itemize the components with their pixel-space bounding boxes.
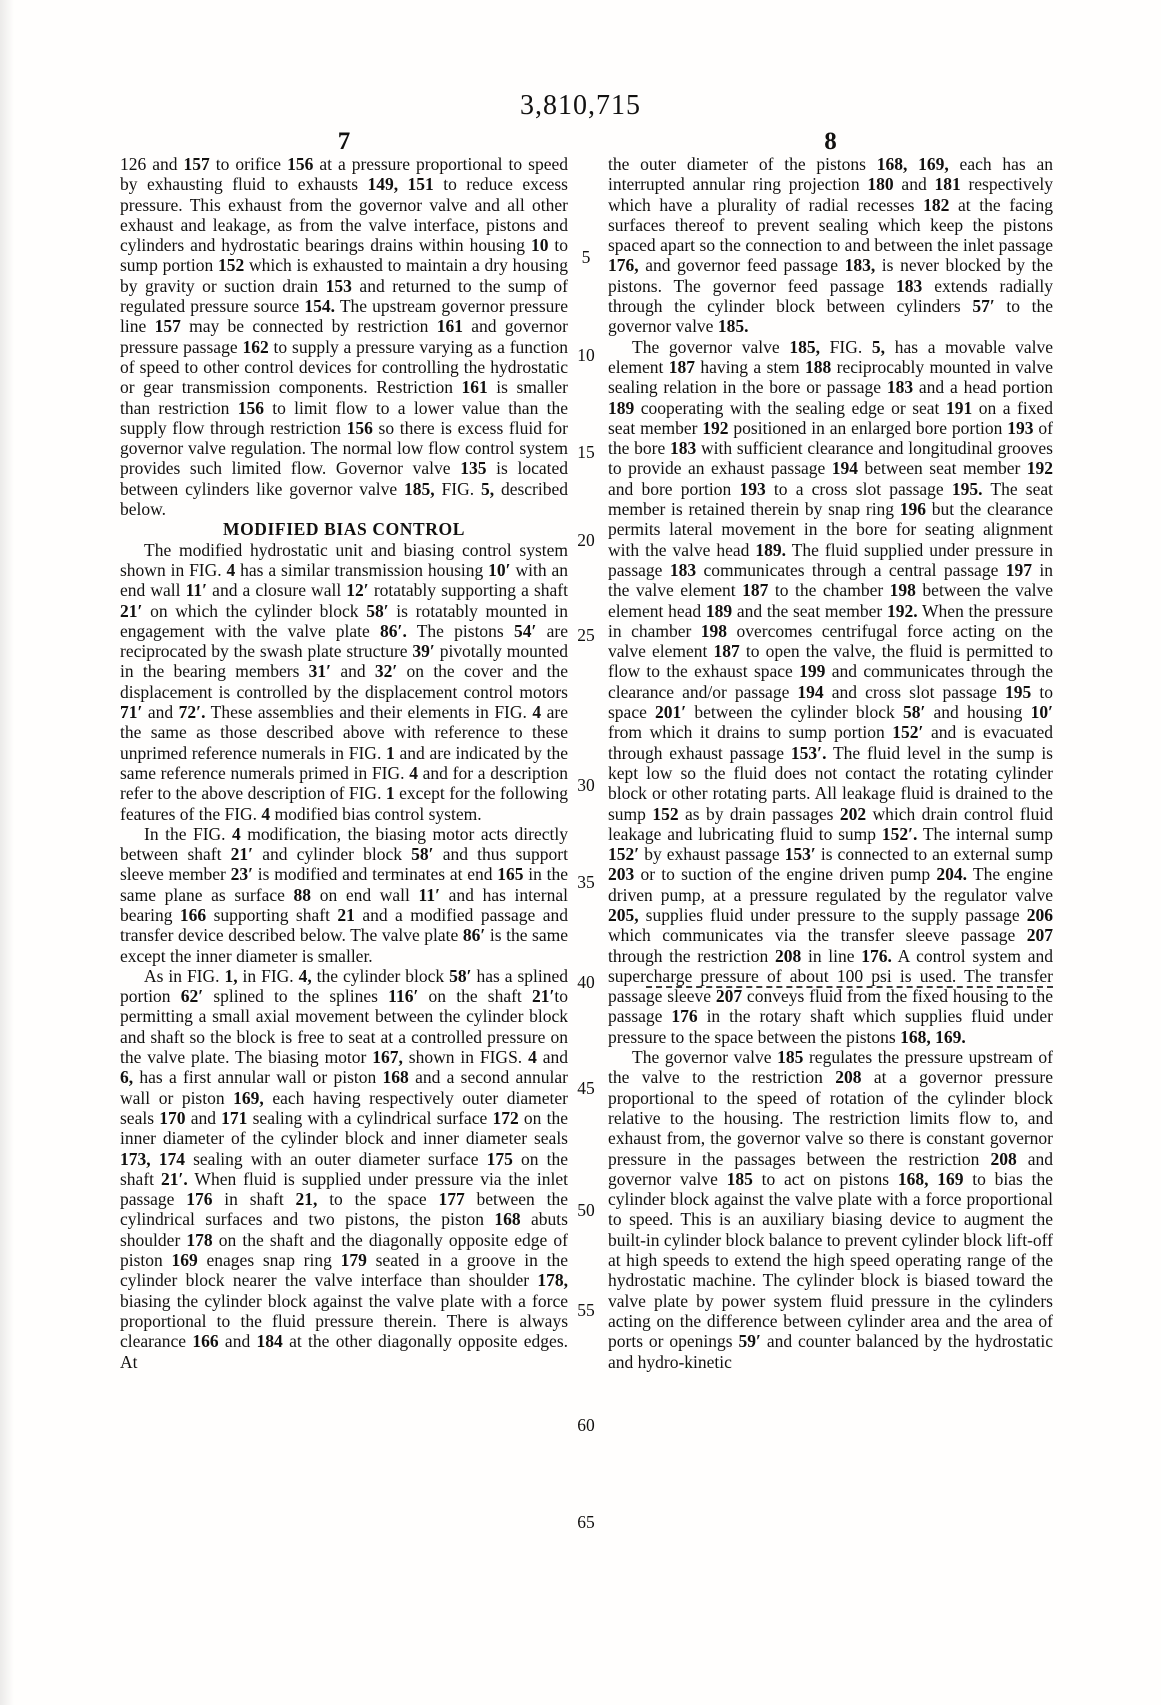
reference-numeral: 169, — [233, 1087, 264, 1108]
column-number-left: 7 — [337, 128, 351, 155]
reference-numeral: 198 — [700, 620, 728, 641]
reference-numeral: 177 — [438, 1189, 465, 1210]
reference-numeral: 4 — [409, 762, 418, 783]
reference-numeral: 175 — [486, 1148, 513, 1169]
reference-numeral: 156 — [237, 397, 264, 418]
line-number-marker: 50 — [577, 1200, 595, 1220]
reference-numeral: 168 — [494, 1209, 521, 1230]
reference-numeral: 88 — [293, 884, 312, 905]
reference-numeral: 176. — [861, 945, 892, 966]
line-number-marker: 40 — [577, 972, 595, 992]
reference-numeral: 86′. — [380, 620, 407, 641]
reference-numeral: 39′ — [412, 641, 435, 662]
reference-numeral: 1, — [224, 965, 238, 986]
reference-numeral: 153′ — [784, 844, 816, 865]
paragraph: As in FIG. 1, in FIG. 4, the cylinder block 58′ has a splined portion 62′ splined to the splines 116′ on the shaft 21′to permitting a small axial movement between the cylinder block and shaft so the block is free to seat at a controlled pressure on the valve plate. The biasing motor 167, shown in FIGS. 4 and 6, has a first annular wall or piston 168 and a second annular wall or piston 169, each having respectively outer diameter seals 170 and 171 sealing with a cylindrical surface 172 on the inner diameter of the cylinder block and inner diameter seals 173, 174 sealing with an outer diameter surface 175 on the shaft 21′. When fluid is supplied under pressure via the inlet passage 176 in shaft 21, to the space 177 between the cylindrical surfaces and two pistons, the piston 168 abuts shoulder 178 on the shaft and the diagonally opposite edge of piston 169 enages snap ring 179 seated in a groove in the cylinder block nearer the valve interface than shoulder 178, biasing the cylinder block against the valve plate with a force proportional to the fluid pressure therein. There is always clearance 166 and 184 at the other diagonally opposite edges. At — [120, 965, 569, 1372]
reference-numeral: 208 — [835, 1067, 862, 1088]
reference-numeral: 168, 169 — [897, 1168, 964, 1189]
reference-numeral: 21′. — [160, 1168, 188, 1189]
reference-numeral: 208 — [774, 945, 802, 966]
reference-numeral: 179 — [340, 1250, 367, 1271]
reference-numeral: 168 — [382, 1067, 409, 1088]
reference-numeral: 193 — [1007, 417, 1034, 438]
reference-numeral: 183 — [669, 559, 697, 580]
reference-numeral: 208 — [990, 1148, 1017, 1169]
reference-numeral: 11′ — [418, 884, 441, 905]
reference-numeral: 202 — [839, 803, 867, 824]
reference-numeral: 171 — [221, 1107, 248, 1128]
reference-numeral: 189. — [755, 539, 787, 560]
reference-numeral: 183, — [844, 255, 876, 276]
reference-numeral: 178, — [537, 1270, 568, 1291]
reference-numeral: 201′ — [655, 702, 687, 723]
reference-numeral: 199 — [799, 661, 826, 682]
reference-numeral: 72′. — [178, 702, 206, 723]
reference-numeral: 185 — [777, 1047, 804, 1068]
reference-numeral: 205, — [608, 904, 639, 925]
reference-numeral: 21 — [337, 904, 355, 925]
reference-numeral: 189 — [608, 397, 635, 418]
line-number-marker: 25 — [577, 625, 595, 645]
reference-numeral: 196 — [899, 499, 927, 520]
reference-numeral: 173, 174 — [120, 1148, 185, 1169]
line-number-marker: 60 — [577, 1415, 595, 1435]
reference-numeral: 187 — [713, 641, 740, 662]
reference-numeral: 4 — [532, 702, 542, 723]
reference-numeral: 59′ — [738, 1331, 761, 1352]
reference-numeral: 192 — [702, 417, 729, 438]
reference-numeral: 152′. — [881, 823, 918, 844]
reference-numeral: 176 — [671, 1006, 698, 1027]
reference-numeral: 153′. — [790, 742, 827, 763]
reference-numeral: 54′ — [513, 620, 537, 641]
column-number-right: 8 — [824, 128, 837, 155]
reference-numeral: 21′ — [230, 844, 254, 865]
reference-numeral: 187 — [668, 356, 696, 377]
reference-numeral: 21′ — [120, 600, 143, 621]
line-number-marker: 5 — [581, 247, 591, 267]
line-number-marker: 15 — [577, 442, 595, 462]
reference-numeral: 197 — [1005, 559, 1032, 580]
reference-numeral: 12′ — [346, 580, 369, 601]
reference-numeral: 5, — [480, 478, 495, 499]
reference-numeral: 206 — [1026, 904, 1053, 925]
reference-numeral: 11′ — [185, 580, 208, 601]
reference-numeral: 152 — [217, 255, 245, 276]
reference-numeral: 176 — [186, 1189, 213, 1210]
line-number-marker: 35 — [577, 872, 595, 892]
reference-numeral: 204. — [936, 864, 967, 885]
paragraph: In the FIG. 4 modification, the biasing motor acts directly between shaft 21′ and cylinder block 58′ and thus support sleeve member 23′ is modified and terminates at end 165 in the same plane as surface 88 on end wall 11′ and has internal bearing 166 supporting shaft 21 and a modified passage and transfer device described below. The valve plate 86′ is the same except the inner diameter is smaller. — [120, 823, 569, 966]
reference-numeral: 182 — [923, 194, 950, 215]
reference-numeral: 185. — [717, 316, 749, 337]
reference-numeral: 4 — [528, 1047, 537, 1068]
reference-numeral: 194 — [831, 458, 859, 479]
reference-numeral: 189 — [705, 600, 733, 621]
reference-numeral: 152′ — [608, 844, 640, 865]
reference-numeral: 162 — [242, 336, 269, 357]
paragraph: 126 and 157 to orifice 156 at a pressure proportional to speed by exhausting fluid to exhausts 149, 151 to reduce excess pressure. This exhaust from the governor valve and all other exhaust and leakage, as from the valve interface, pistons and cylinders and hydrostatic bearings drains within housing 10 to sump portion 152 which is exhausted to maintain a dry housing by gravity or suction drain 153 and returned to the sump of regulated pressure source 154. The upstream governor pressure line 157 may be connected by restriction 161 and governor pressure passage 162 to supply a pressure varying as a function of speed to other control devices for controlling the hydrostatic or gear transmission components. Restriction 161 is smaller than restriction 156 to limit flow to a lower value than the supply flow through restriction 156 so there is excess fluid for governor valve regulation. The normal low flow control system provides such limited flow. Governor valve 135 is located between cylinders like governor valve 185, FIG. 5, described below. — [120, 154, 569, 520]
reference-numeral: 161 — [436, 316, 463, 337]
reference-numeral: 4, — [298, 965, 312, 986]
section-heading: MODIFIED BIAS CONTROL — [222, 519, 466, 540]
reference-numeral: 4 — [232, 823, 241, 844]
column-8-text — [608, 154, 1053, 1372]
reference-numeral: 5, — [871, 336, 886, 357]
reference-numeral: 152′ — [892, 722, 924, 743]
line-number-marker: 30 — [577, 775, 595, 795]
reference-numeral: 32′ — [374, 661, 398, 682]
reference-numeral: 1 — [386, 742, 395, 763]
reference-numeral: 191 — [945, 397, 973, 418]
reference-numeral: 195. — [951, 478, 983, 499]
reference-numeral: 183 — [886, 377, 914, 398]
reference-numeral: 187 — [742, 580, 769, 601]
reference-numeral: 192 — [1026, 458, 1053, 479]
reference-numeral: 165 — [497, 864, 524, 885]
reference-numeral: 58′ — [902, 702, 926, 723]
reference-numeral: 168, 169. — [900, 1026, 966, 1047]
paragraph: The governor valve 185, FIG. 5, has a movable valve element 187 having a stem 188 reciprocably mounted in valve sealing relation in the bore or passage 183 and a head portion 189 cooperating with the sealing edge or seat 191 on a fixed seat member 192 positioned in an enlarged bore portion 193 of the bore 183 with sufficient clearance and longitudinal grooves to provide an exhaust passage 194 between seat member 192 and bore portion 193 to a cross slot passage 195. The seat member is retained therein by snap ring 196 but the clearance permits lateral movement in the bore for seating alignment with the valve head 189. The fluid supplied under pressure in passage 183 communicates through a central passage 197 in the valve element 187 to the chamber 198 between the valve element head 189 and the seat member 192. When the pressure in chamber 198 overcomes centrifugal force acting on the valve element 187 to open the valve, the fluid is permitted to flow to the exhaust space 199 and communicates through the clearance and/or passage 194 and cross slot passage 195 to space 201′ between the cylinder block 58′ and housing 10′ from which it drains to sump portion 152′ and is evacuated through exhaust passage 153′. The fluid level in the sump is kept low so the fluid does not contact the rotating cylinder block or other rotating parts. All leakage fluid is drained to the sump 152 as by drain passages 202 which drain control fluid leakage and lubricating fluid to sump 152′. The internal sump 152′ by exhaust passage 153′ is connected to an external sump 203 or to suction of the engine driven pump 204. The engine driven pump, at a pressure regulated by the regulator valve 205, supplies fluid under pressure to the supply passage 206 which communicates via the transfer sleeve passage 207 through the restriction 208 in line 176. A control system and supercharge pressure of about 100 psi is used. The transfer passage sleeve 207 conveys fluid from the fixed housing to the passage 176 in the rotary shaft which supplies fluid under pressure to the space between the pistons 168, 169. — [608, 336, 1054, 1047]
reference-numeral: 156 — [287, 154, 314, 174]
reference-numeral: 152 — [652, 803, 679, 824]
column-7-text — [120, 154, 568, 1372]
reference-numeral: 58′ — [411, 844, 434, 865]
reference-numeral: 21, — [295, 1189, 318, 1210]
reference-numeral: 1 — [385, 783, 395, 804]
paragraph: The governor valve 185 regulates the pressure upstream of the valve to the restriction 208 at a governor pressure proportional to the speed of rotation of the cylinder block relative to the housing. The restriction limits flow to, and exhaust from, the governor valve so there is constant governor pressure in the passages between the restriction 208 and governor valve 185 to act on pistons 168, 169 to bias the cylinder block against the valve plate with a force proportional to speed. This is an auxiliary biasing device to augment the built-in cylinder block balance to prevent cylinder block lift-off at high speeds to extend the high speed operating range of the hydrostatic machine. The cylinder block is biased toward the valve plate by power system fluid pressure in the cylinders acting on the difference between cylinder area and the area of ports or openings 59′ and counter balanced by the hydrostatic and hydro-kinetic — [608, 1047, 1053, 1372]
reference-numeral: 170 — [159, 1107, 186, 1128]
reference-numeral: 167, — [372, 1047, 403, 1068]
reference-numeral: 21′ — [531, 986, 555, 1007]
reference-numeral: 194 — [797, 681, 824, 702]
reference-numeral: 161 — [461, 377, 488, 398]
line-number-marker: 20 — [577, 530, 595, 550]
reference-numeral: 62′ — [180, 986, 204, 1007]
reference-numeral: 157 — [154, 316, 181, 337]
reference-numeral: 207 — [1026, 925, 1053, 946]
reference-numeral: 176, — [608, 255, 639, 276]
paragraph: the outer diameter of the pistons 168, 169, each has an interrupted annular ring projection 180 and 181 respectively which have a plurality of radial recesses 182 at the facing surfaces thereof to prevent sealing which keep the pistons spaced apart so the connection to and between the inlet passage 176, and governor feed passage 183, is never blocked by the pistons. The governor feed passage 183 extends radially through the cylinder block between cylinders 57′ to the governor valve 185. — [608, 154, 1054, 337]
reference-numeral: 6, — [120, 1067, 134, 1088]
reference-numeral: 203 — [608, 864, 635, 885]
reference-numeral: 180 — [867, 174, 894, 195]
reference-numeral: 192. — [887, 600, 918, 621]
line-number-marker: 65 — [577, 1512, 595, 1532]
reference-numeral: 183 — [670, 438, 697, 459]
reference-numeral: 183 — [896, 275, 923, 296]
reference-numeral: 157 — [183, 154, 210, 174]
reference-numeral: 195 — [1005, 681, 1032, 702]
reference-numeral: 4 — [261, 803, 271, 824]
reference-numeral: 178 — [186, 1229, 213, 1250]
line-number-marker: 45 — [577, 1078, 595, 1098]
reference-numeral: 185 — [726, 1168, 753, 1189]
reference-numeral: 4 — [226, 559, 236, 580]
reference-numeral: 168, 169, — [876, 154, 949, 174]
reference-numeral: 71′ — [120, 702, 143, 723]
reference-numeral: 184 — [256, 1331, 283, 1352]
reference-numeral: 198 — [889, 580, 916, 601]
reference-numeral: 31′ — [308, 661, 332, 682]
reference-numeral: 166 — [179, 904, 207, 925]
reference-numeral: 154. — [304, 296, 336, 317]
scan-edge-shadow — [0, 0, 14, 1705]
reference-numeral: 188 — [805, 356, 832, 377]
line-number-marker: 10 — [577, 345, 595, 365]
reference-numeral: 185, — [789, 336, 820, 357]
reference-numeral: 181 — [934, 174, 961, 195]
reference-numeral: 185, — [404, 478, 435, 499]
reference-numeral: 10′ — [488, 559, 511, 580]
reference-numeral: 156 — [346, 417, 373, 438]
reference-numeral: 135 — [460, 458, 487, 479]
paragraph: The modified hydrostatic unit and biasing control system shown in FIG. 4 has a similar transmission housing 10′ with an end wall 11′ and a closure wall 12′ rotatably supporting a shaft 21′ on which the cylinder block 58′ is rotatably mounted in engagement with the valve plate 86′. The pistons 54′ are reciprocated by the swash plate structure 39′ pivotally mounted in the bearing members 31′ and 32′ on the cover and the displacement is controlled by the displacement control motors 71′ and 72′. These assemblies and their elements in FIG. 4 are the same as those described above with reference to these unprimed reference numerals in FIG. 1 and are indicated by the same reference numerals primed in FIG. 4 and for a description refer to the above description of FIG. 1 except for the following features of the FIG. 4 modified bias control system. — [120, 539, 568, 824]
reference-numeral: 166 — [192, 1331, 219, 1352]
reference-numeral: 149, 151 — [367, 174, 434, 195]
reference-numeral: 172 — [492, 1107, 519, 1128]
reference-numeral: 116′ — [388, 986, 419, 1007]
reference-numeral: 207 — [715, 986, 743, 1007]
reference-numeral: 10′ — [1030, 702, 1053, 723]
line-number-marker: 55 — [577, 1300, 595, 1320]
reference-numeral: 57′ — [972, 296, 995, 317]
reference-numeral: 10 — [530, 235, 549, 256]
reference-numeral: 193 — [739, 478, 766, 499]
reference-numeral: 153 — [325, 275, 352, 296]
dashed-underline-annotation: charge pressure of about 100 psi is used. The transfer — [645, 965, 1053, 986]
reference-numeral: 23′ — [230, 864, 254, 885]
patent-number: 3,810,715 — [520, 90, 641, 121]
reference-numeral: 86′ — [462, 925, 486, 946]
reference-numeral: 169 — [171, 1250, 198, 1271]
reference-numeral: 58′ — [366, 600, 389, 621]
reference-numeral: 58′ — [449, 965, 472, 986]
